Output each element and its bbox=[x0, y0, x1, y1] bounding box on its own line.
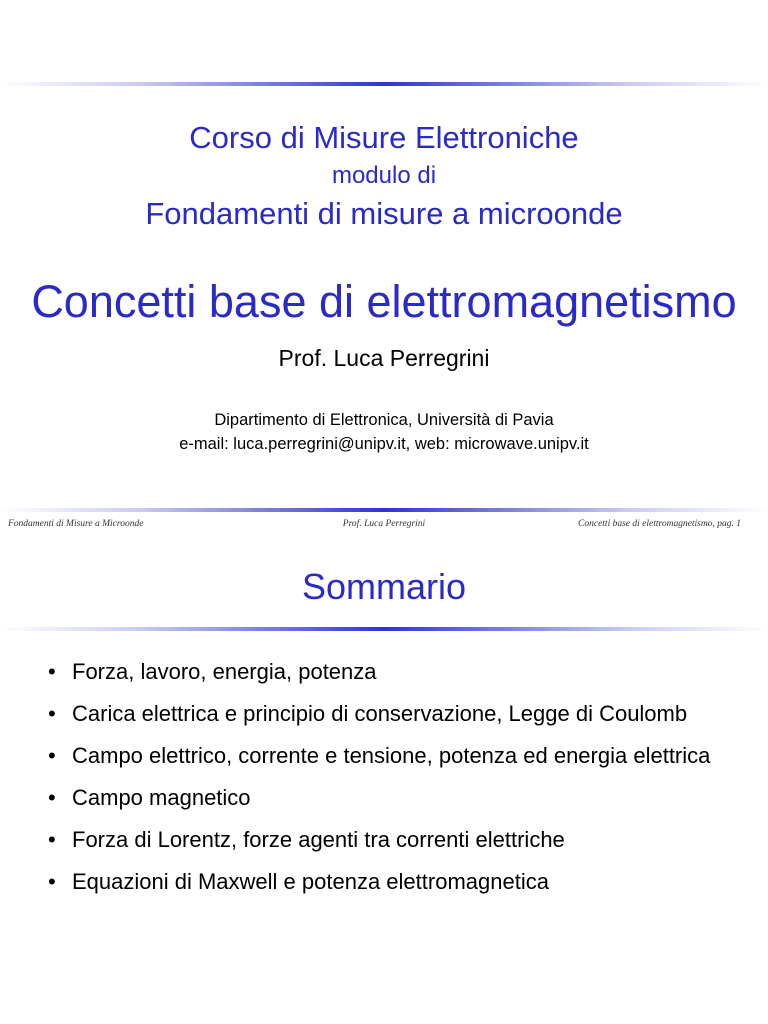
list-item bbox=[44, 658, 744, 686]
list-item bbox=[44, 784, 744, 812]
department-line: Dipartimento di Elettronica, Università di Pavia bbox=[214, 411, 554, 429]
bullet-icon: • bbox=[48, 659, 56, 684]
contact-line: e-mail: luca.perregrini@unipv.it, web: microwave.unipv.it bbox=[179, 435, 589, 453]
list-item-text: Campo elettrico, corrente e tensione, potenza ed energia elettrica bbox=[72, 743, 711, 768]
footer-page-label: Concetti base di elettromagnetismo, pag. 1 bbox=[578, 519, 741, 529]
footer-author: Prof. Luca Perregrini bbox=[342, 519, 426, 529]
list-item bbox=[44, 700, 744, 728]
footer-course-name: Fondamenti di Misure a Microonde bbox=[8, 519, 144, 529]
list-item-text: Campo magnetico bbox=[72, 785, 251, 810]
list-item-text: Carica elettrica e principio di conservazione, Legge di Coulomb bbox=[72, 701, 688, 726]
footer-divider bbox=[0, 508, 768, 512]
bullet-icon: • bbox=[48, 827, 56, 852]
module-title: Fondamenti di misure a microonde bbox=[145, 196, 623, 231]
bullet-icon: • bbox=[48, 743, 56, 768]
list-item-text: Forza, lavoro, energia, potenza bbox=[72, 659, 377, 684]
header-divider bbox=[0, 82, 768, 86]
main-title: Concetti base di elettromagnetismo bbox=[31, 276, 737, 327]
list-item-text: Forza di Lorentz, forze agenti tra correnti elettriche bbox=[72, 827, 565, 852]
bullet-icon: • bbox=[48, 869, 56, 894]
list-item bbox=[44, 868, 744, 896]
bullet-icon: • bbox=[48, 701, 56, 726]
course-title: Corso di Misure Elettroniche bbox=[189, 120, 579, 155]
module-line: modulo di bbox=[331, 162, 437, 189]
list-item bbox=[44, 742, 744, 770]
list-item bbox=[44, 826, 744, 854]
author-name: Prof. Luca Perregrini bbox=[278, 345, 490, 371]
bullet-icon: • bbox=[48, 785, 56, 810]
summary-list bbox=[44, 658, 744, 910]
slide-title-divider bbox=[0, 627, 768, 631]
list-item-text: Equazioni di Maxwell e potenza elettromagnetica bbox=[72, 869, 549, 894]
slide-title: Sommario bbox=[301, 566, 467, 607]
